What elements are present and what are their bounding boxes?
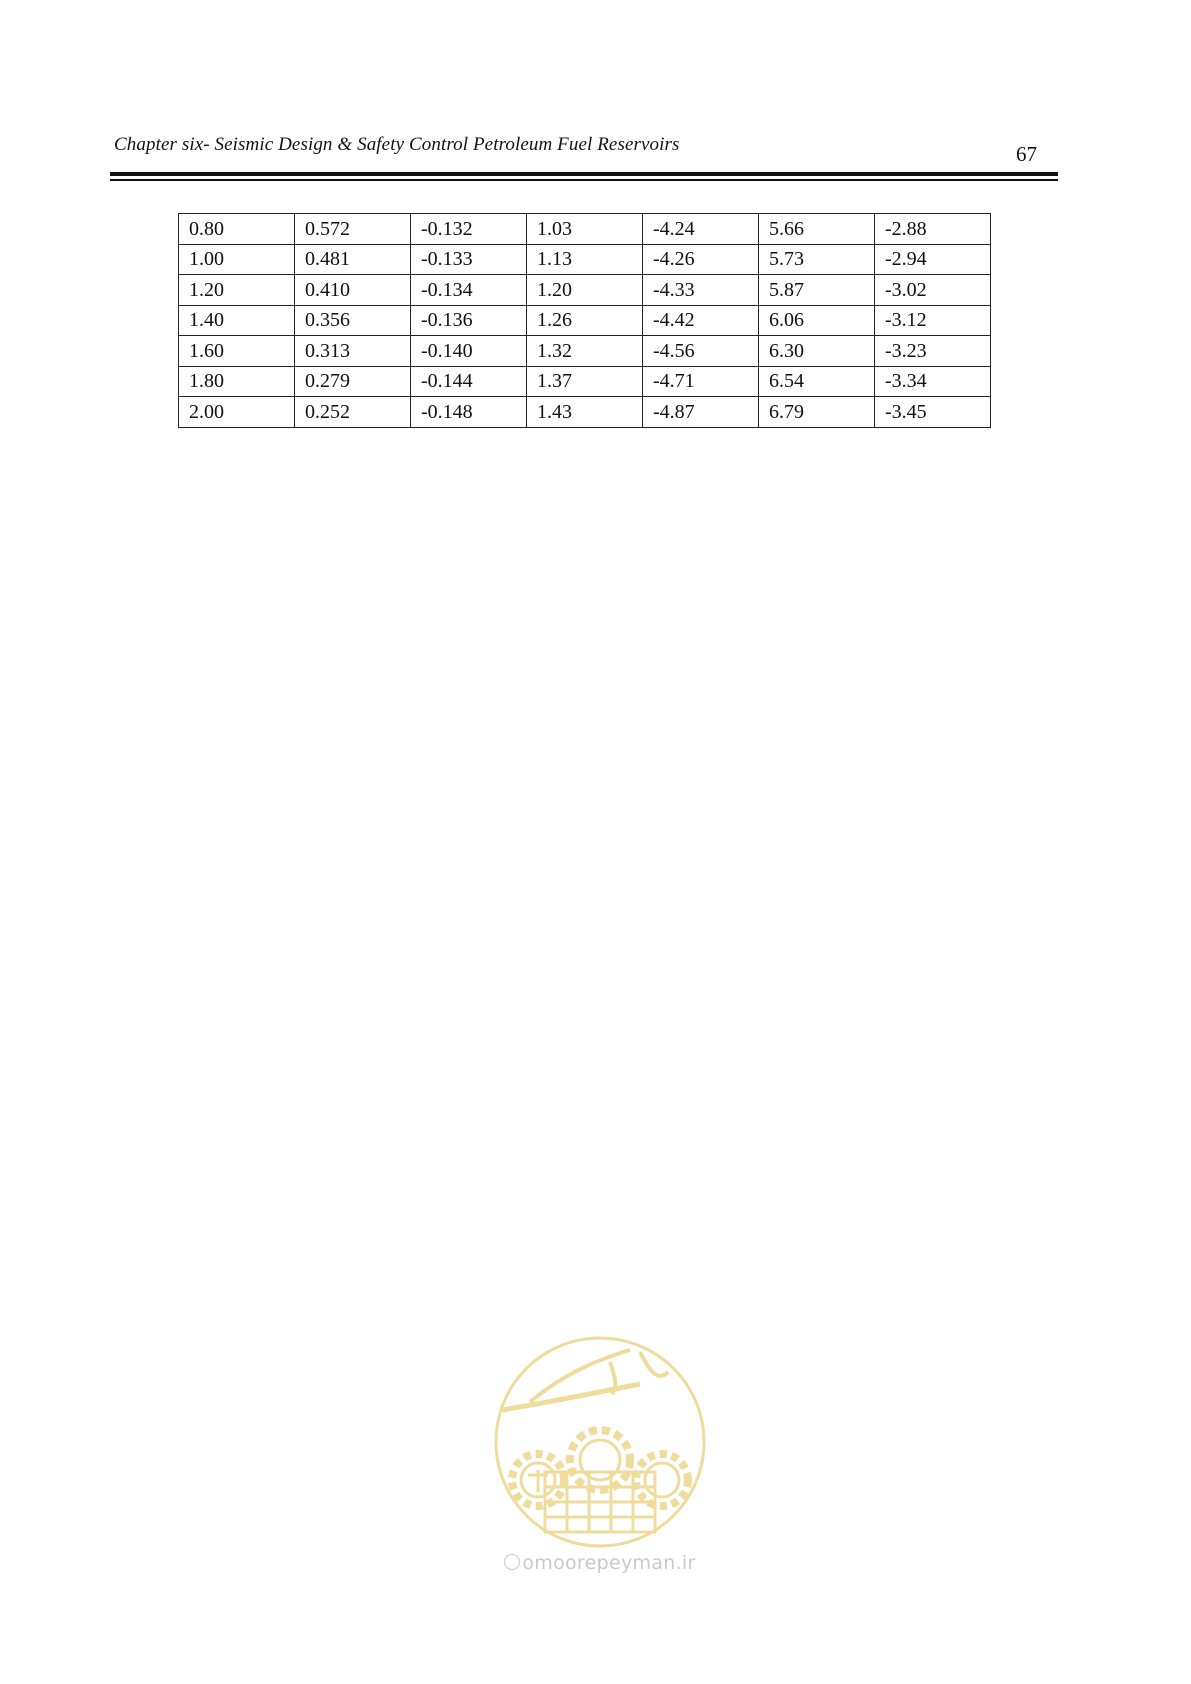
globe-icon [504,1554,520,1570]
table-cell: 1.40 [179,305,295,336]
table-cell: 2.00 [179,397,295,428]
table-cell: 0.481 [295,244,411,275]
table-cell: 1.03 [527,214,643,245]
table-row [179,275,991,306]
table-cell: 1.43 [527,397,643,428]
table-cell: -3.23 [875,336,991,367]
table-cell: 0.252 [295,397,411,428]
table-cell: -0.144 [411,366,527,397]
table-cell: 1.20 [179,275,295,306]
table-cell: -4.33 [643,275,759,306]
table-body [179,214,991,428]
table-cell: -4.56 [643,336,759,367]
table-cell: -4.71 [643,366,759,397]
header-rule-thin [110,179,1058,181]
table-cell: -0.132 [411,214,527,245]
table-cell: -4.42 [643,305,759,336]
table-cell: 6.06 [759,305,875,336]
table-row [179,366,991,397]
table-cell: -2.94 [875,244,991,275]
table-cell: 6.79 [759,397,875,428]
table-cell: 1.26 [527,305,643,336]
table-cell: 1.80 [179,366,295,397]
table-cell: -3.34 [875,366,991,397]
table-cell: 1.60 [179,336,295,367]
table-row [179,305,991,336]
table-cell: 0.572 [295,214,411,245]
table-cell: 6.30 [759,336,875,367]
table-cell: 0.279 [295,366,411,397]
watermark-logo-icon [490,1332,710,1552]
watermark-site-text [490,1552,710,1574]
data-table [178,213,991,428]
table-cell: -4.87 [643,397,759,428]
table-cell: -0.148 [411,397,527,428]
table-cell: -2.88 [875,214,991,245]
table-cell: 0.313 [295,336,411,367]
page-number: 67 [1016,142,1037,166]
table-cell: 5.66 [759,214,875,245]
table-cell: 5.87 [759,275,875,306]
table-cell: 0.356 [295,305,411,336]
table-cell: -0.134 [411,275,527,306]
table-row [179,336,991,367]
table-cell: 0.410 [295,275,411,306]
watermark [490,1332,710,1580]
table-cell: 1.37 [527,366,643,397]
table-cell: 5.73 [759,244,875,275]
table-row [179,214,991,245]
table-cell: -3.12 [875,305,991,336]
table-cell: 0.80 [179,214,295,245]
table-cell: -4.24 [643,214,759,245]
table-row [179,244,991,275]
table-cell: 1.13 [527,244,643,275]
table-cell: -0.133 [411,244,527,275]
table-cell: -0.136 [411,305,527,336]
watermark-site-label: omoorepeyman.ir [522,1552,696,1574]
table-cell: -4.26 [643,244,759,275]
table-cell: -0.140 [411,336,527,367]
table-cell: 1.20 [527,275,643,306]
table-cell: -3.02 [875,275,991,306]
table-cell: 1.00 [179,244,295,275]
running-head: Chapter six- Seismic Design & Safety Control Petroleum Fuel Reservoirs [114,134,680,155]
table-cell: -3.45 [875,397,991,428]
table-row [179,397,991,428]
header-rule-thick [110,172,1058,176]
table-cell: 1.32 [527,336,643,367]
table-cell: 6.54 [759,366,875,397]
